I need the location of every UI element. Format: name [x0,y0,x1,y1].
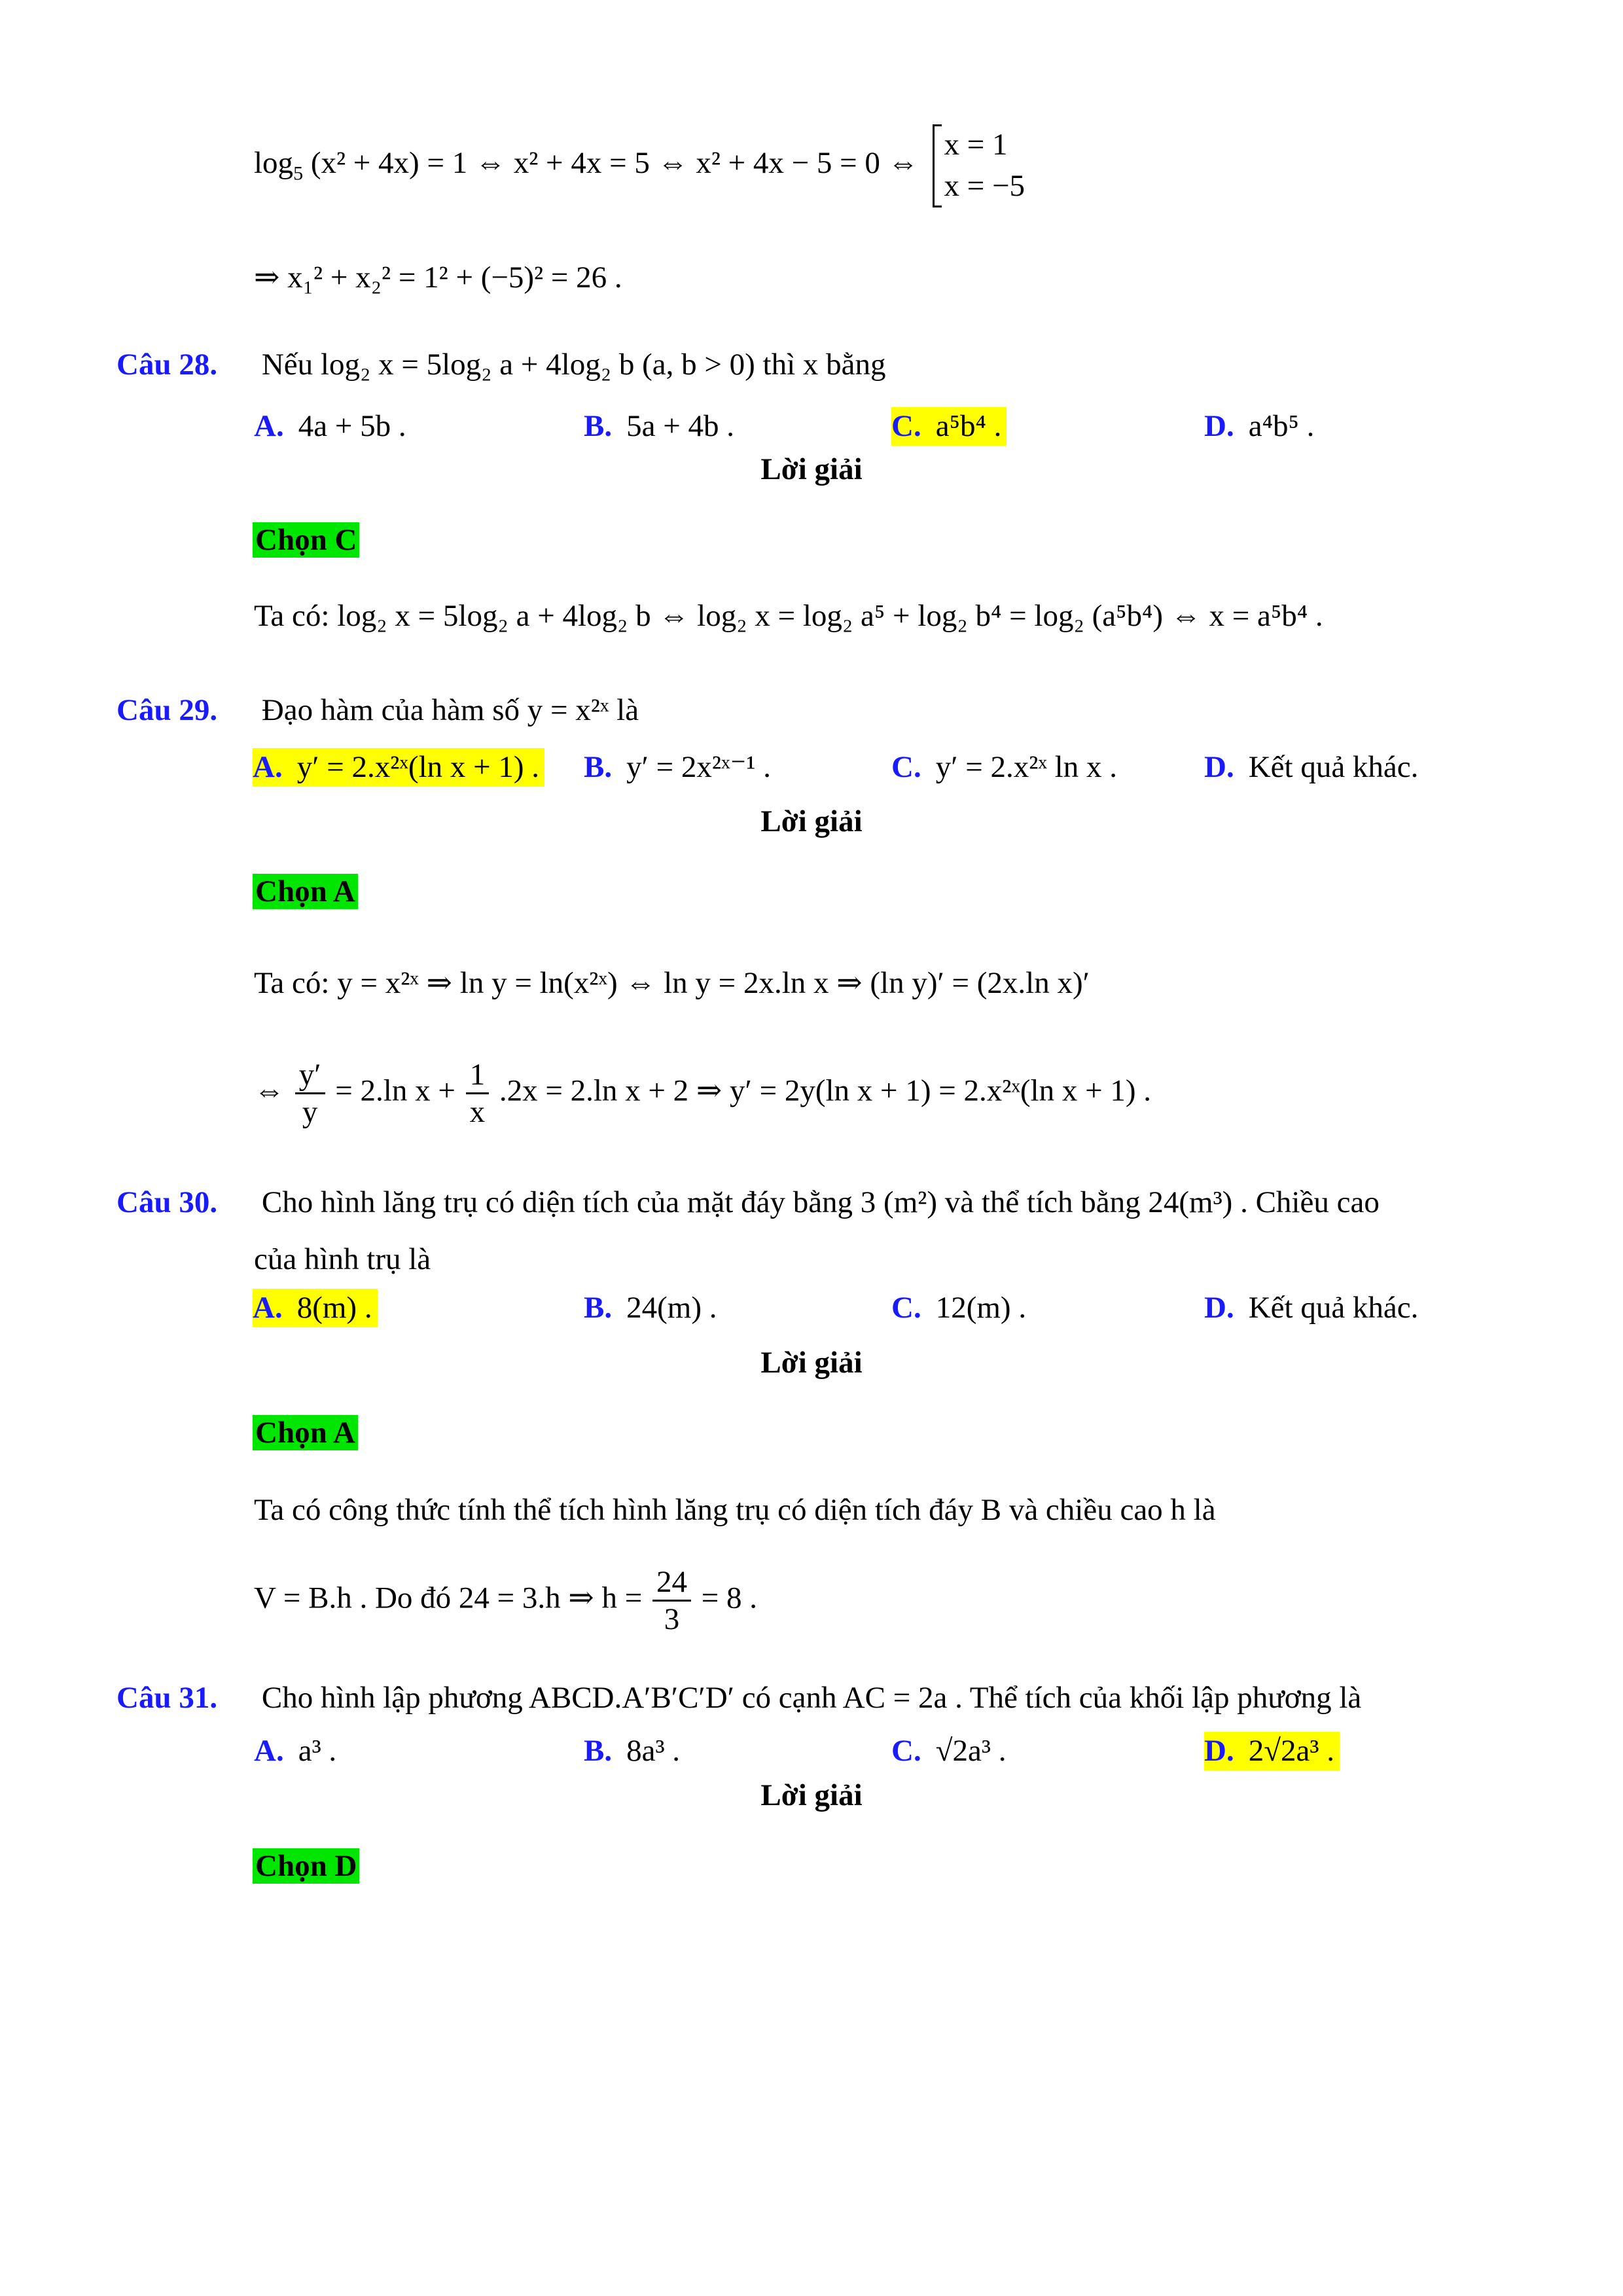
q30-option-c[interactable]: C. 12(m) . [891,1291,1027,1325]
q30-option-a[interactable]: A. 8(m) . [253,1289,378,1327]
intro-solution-system [933,124,1025,207]
q30-explanation-line-2: V = B.h . Do đó 24 = 3.h ⇒ h = $\frac{24}{3}$ = 8 . [254,1565,758,1637]
q29-option-c[interactable]: C. y′ = 2.x²ˣ ln x . [891,750,1117,784]
q28-option-c[interactable]: C. a⁵b⁴ . [891,407,1007,446]
question-31-stem: Cho hình lập phương ABCD.A′B′C′D′ có cạnh AC = 2a . Thể tích của khối lập phương là [261,1681,1362,1715]
intro-log-prefix: log [254,146,294,181]
question-30-label: Câu 30. [116,1185,218,1219]
q29-explanation-line-2: ⇔ $\frac{y'}{y}$ = 2.ln x + $\frac{1}{x}$ .2x = 2.ln x + 2 ⇒ y′ = 2y(ln x + 1) = 2.x²ˣ(ln x + 1) . [254,1058,1152,1130]
intro-system-root-1: x = 1 [944,128,1008,162]
q28-option-a[interactable]: A. 4a + 5b . [254,409,406,443]
question-30-stem: Cho hình lăng trụ có diện tích của mặt đáy bằng 3 (m²) và thể tích bằng 24(m³) . Chiều cao [261,1185,1380,1219]
intro-equation-line: $\log_5 (x^2 + 4x) = 1$ ⇔ x² + 4x = 5 ⇔ x² + 4x − 5 = 0 ⇔ x = 1 x = −5 [254,124,1025,207]
question-28 [116,346,886,384]
q30-solution-title: Lời giải [760,1346,863,1380]
q31-option-b[interactable]: B. 8a³ . [584,1734,681,1768]
question-28-stem: Nếu log₂ x = 5log₂ a + 4log₂ b (a, b > 0) thì x bằng [261,348,886,382]
q31-option-c[interactable]: C. √2a³ . [891,1734,1007,1768]
q29-option-b[interactable]: B. y′ = 2x²ˣ⁻¹ . [584,750,771,784]
q30-option-b[interactable]: B. 24(m) . [584,1291,717,1325]
intro-result-line: ⇒ x₁² + x₂² = 1² + (−5)² = 26 . [254,260,622,295]
question-28-label: Câu 28. [116,348,218,382]
q28-option-d[interactable]: D. a⁴b⁵ . [1204,409,1315,443]
q30-choice: Chọn A [253,1415,358,1450]
q28-choice: Chọn C [253,522,359,558]
question-31 [116,1679,1361,1717]
question-30 [116,1183,1380,1222]
q29-choice: Chọn A [253,874,358,909]
intro-system-root-2: x = −5 [944,169,1025,204]
question-29-stem: Đạo hàm của hàm số y = x²ˣ là [261,693,639,727]
q30-option-d[interactable]: D. Kết quả khác. [1204,1291,1419,1325]
fraction-1-over-x: $\frac{1}{x}$ [466,1057,490,1130]
q31-option-a[interactable]: A. a³ . [254,1734,337,1768]
q28-explanation: Ta có: log₂ x = 5log₂ a + 4log₂ b ⇔ log₂ x = log₂ a⁵ + log₂ b⁴ = log₂ (a⁵b⁴) ⇔ x = a⁵b⁴ . [254,599,1323,633]
q29-solution-title: Lời giải [760,804,863,838]
fraction-24-over-3: $\frac{24}{3}$ [652,1564,691,1637]
fraction-y-prime-over-y: $\frac{y'}{y}$ [295,1057,325,1130]
q29-option-d[interactable]: D. Kết quả khác. [1204,750,1419,784]
question-29 [116,691,639,730]
q31-choice: Chọn D [253,1848,359,1884]
intro-equation: (x² + 4x) = 1 ⇔ x² + 4x = 5 ⇔ x² + 4x − 5 = 0 ⇔ [310,146,919,181]
q29-explanation-line-1: Ta có: y = x²ˣ ⇒ ln y = ln(x²ˣ) ⇔ ln y = 2x.ln x ⇒ (ln y)′ = (2x.ln x)′ [254,966,1090,1000]
q31-solution-title: Lời giải [760,1778,863,1812]
q29-option-a[interactable]: A. y′ = 2.x²ˣ(ln x + 1) . [253,748,544,787]
question-30-stem-line-2: của hình trụ là [254,1242,431,1276]
q28-option-b[interactable]: B. 5a + 4b . [584,409,734,443]
question-29-label: Câu 29. [116,693,218,727]
q31-option-d[interactable]: D. 2√2a³ . [1204,1732,1340,1770]
q28-solution-title: Lời giải [760,452,863,486]
question-31-label: Câu 31. [116,1681,218,1715]
q30-explanation-line-1: Ta có công thức tính thể tích hình lăng trụ có diện tích đáy B và chiều cao h là [254,1493,1216,1527]
